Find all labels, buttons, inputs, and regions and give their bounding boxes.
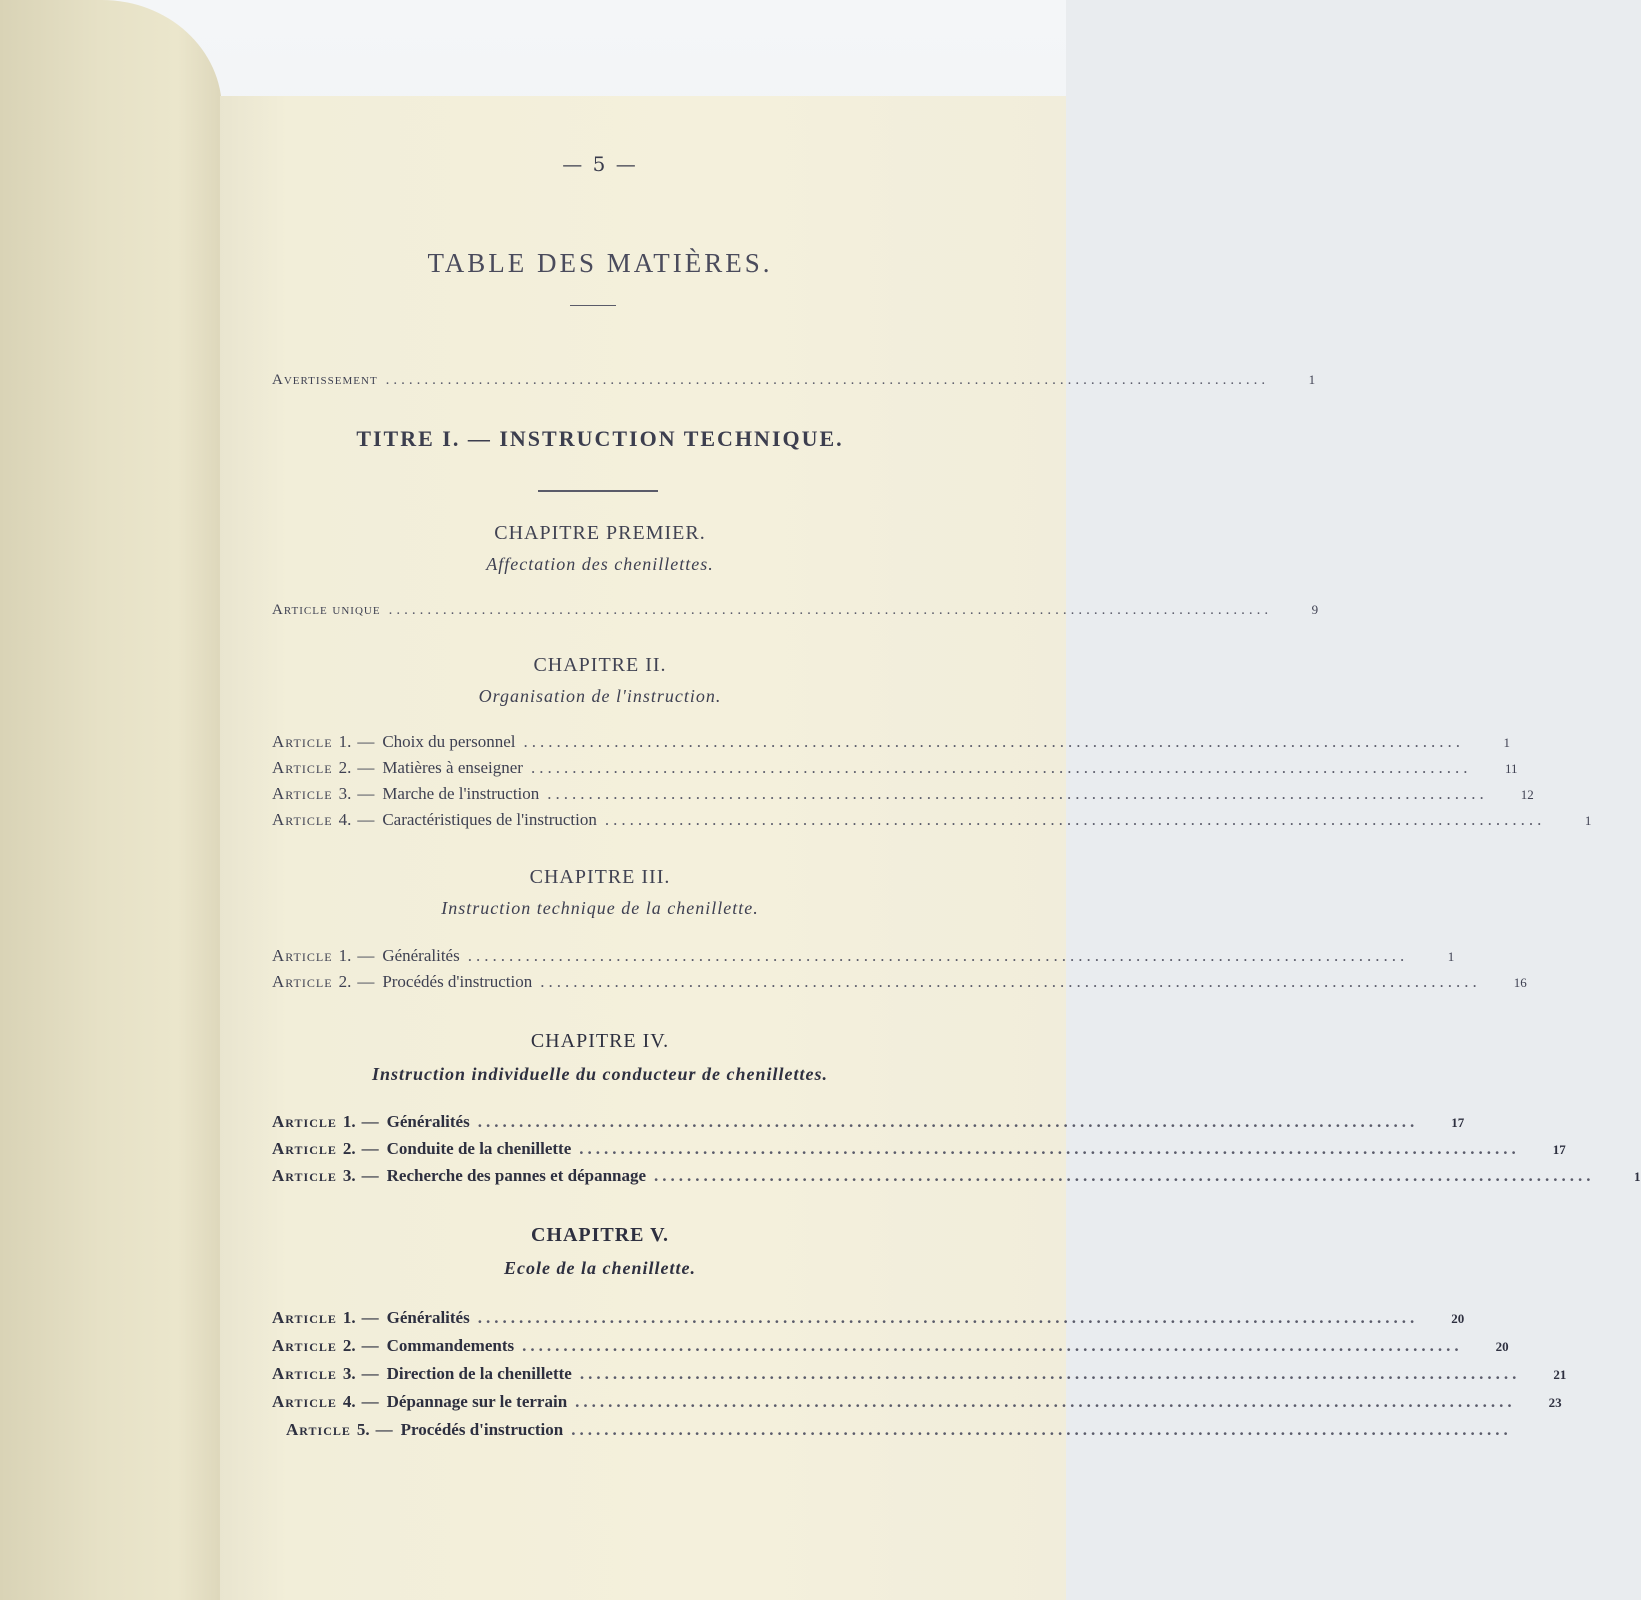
chapter-4-heading: CHAPITRE IV.: [530, 1030, 670, 1052]
chapter-5-subtitle: Ecole de la chenillette.: [504, 1258, 696, 1278]
chapter-1-subtitle: Affectation des chenillettes.: [486, 554, 714, 574]
entry-page: 9: [1311, 602, 1319, 617]
entry-text: Matières à enseigner: [382, 758, 523, 777]
entry-page: 17: [1451, 1115, 1465, 1130]
chapter-1-heading: CHAPITRE PREMIER.: [494, 522, 706, 544]
entry-text: Généralités: [386, 1308, 470, 1327]
entry-text: Choix du personnel: [382, 732, 516, 751]
entry-dash: —: [357, 946, 375, 965]
entry-number: 1.: [338, 946, 352, 965]
toc-entry: [272, 1336, 1509, 1356]
toc-entry: [272, 602, 1319, 619]
toc-entry: [272, 1166, 1641, 1186]
leader-dots: ..................................................................................................................: [604, 810, 1546, 829]
leader-dots: ..................................................................................................................: [467, 946, 1409, 965]
leader-dots: ..................................................................................................................: [530, 758, 1472, 777]
entry-dash: —: [375, 1420, 393, 1439]
entry-label: Article: [272, 1364, 337, 1383]
entry-label: Article: [272, 1166, 337, 1185]
left-page: [0, 0, 222, 1600]
entry-page: 12: [1520, 787, 1534, 802]
chapter-2-subtitle: Organisation de l'instruction.: [478, 686, 722, 706]
entry-dash: —: [361, 1308, 379, 1327]
entry-label: Article: [272, 1308, 337, 1327]
entry-dash: —: [357, 972, 375, 991]
entry-text: Conduite de la chenillette: [386, 1139, 572, 1158]
toc-entry: [286, 1420, 1512, 1440]
leader-dots: ..................................................................................................................: [571, 1420, 1512, 1439]
toc-entry: [272, 1308, 1465, 1328]
chapter-3-subtitle: Instruction technique de la chenillette.: [441, 898, 759, 918]
right-page: [220, 96, 1641, 1600]
entry-dash: —: [361, 1364, 379, 1383]
entry-label: Avertissement: [272, 372, 378, 388]
entry-number: 4.: [338, 810, 352, 829]
page-number: — 5 —: [562, 152, 638, 176]
page-title: TABLE DES MATIÈRES.: [427, 248, 773, 278]
entry-page: 21: [1553, 1367, 1567, 1382]
entry-number: 1.: [342, 1308, 356, 1327]
toc-entry: [272, 946, 1455, 966]
entry-text: Procédés d'instruction: [400, 1420, 564, 1439]
entry-number: 1.: [338, 732, 352, 751]
entry-page: 1: [1584, 813, 1592, 828]
toc-entry: [272, 732, 1510, 752]
entry-label: Article: [272, 946, 333, 965]
entry-number: 2.: [342, 1336, 356, 1355]
entry-dash: —: [357, 732, 375, 751]
entry-number: 4.: [342, 1392, 356, 1411]
entry-number: 2.: [338, 758, 352, 777]
toc-entry-avertissement: [272, 372, 1316, 389]
entry-text: Marche de l'instruction: [382, 784, 540, 803]
leader-dots: ..................................................................................................................: [540, 972, 1481, 991]
entry-label: Article: [272, 758, 333, 777]
entry-dash: —: [361, 1336, 379, 1355]
entry-dash: —: [361, 1112, 379, 1131]
chapter-3-heading: CHAPITRE III.: [529, 866, 671, 888]
leader-dots: ..................................................................................................................: [547, 784, 1488, 803]
toc-entry: [272, 1112, 1465, 1132]
entry-number: 1.: [342, 1112, 356, 1131]
entry-label: Article: [272, 972, 333, 991]
entry-text: Dépannage sur le terrain: [386, 1392, 568, 1411]
entry-dash: —: [361, 1166, 379, 1185]
entry-dash: —: [357, 810, 375, 829]
toc-entry: [272, 1139, 1566, 1159]
entry-page: 1: [1447, 949, 1455, 964]
entry-label: Article: [272, 1392, 337, 1411]
entry-dash: —: [357, 784, 375, 803]
entry-number: 2.: [338, 972, 352, 991]
titre-heading: TITRE I. — INSTRUCTION TECHNIQUE.: [356, 426, 844, 451]
entry-text: Généralités: [382, 946, 460, 965]
entry-page: 16: [1513, 975, 1527, 990]
entry-page: 1: [1308, 372, 1316, 387]
leader-dots: ..................................................................................................................: [654, 1166, 1595, 1185]
leader-dots: ..................................................................................................................: [388, 602, 1273, 618]
leader-dots: ..................................................................................................................: [579, 1364, 1521, 1383]
entry-page: 17: [1552, 1142, 1566, 1157]
entry-page: 20: [1495, 1339, 1509, 1354]
entry-text: Direction de la chenillette: [386, 1364, 572, 1383]
entry-number: 3.: [342, 1166, 356, 1185]
entry-text: Procédés d'instruction: [382, 972, 533, 991]
entry-label: Article: [272, 1139, 337, 1158]
entry-label: Article: [286, 1420, 351, 1439]
leader-dots: ..................................................................................................................: [579, 1139, 1520, 1158]
entry-dash: —: [357, 758, 375, 777]
leader-dots: ..................................................................................................................: [385, 372, 1270, 388]
entry-label: Article: [272, 732, 333, 751]
entry-number: 2.: [342, 1139, 356, 1158]
toc-entry: [272, 1364, 1567, 1384]
chapter-2-heading: CHAPITRE II.: [533, 654, 667, 676]
entry-label: Article: [272, 1112, 337, 1131]
entry-page: 20: [1451, 1311, 1465, 1326]
toc-entry: [272, 784, 1534, 804]
toc-entry: [272, 972, 1527, 992]
entry-page: 1: [1634, 1169, 1641, 1184]
entry-number: 3.: [338, 784, 352, 803]
toc-entry: [272, 810, 1592, 830]
entry-label: Article: [272, 810, 333, 829]
entry-page: 23: [1548, 1395, 1562, 1410]
entry-label: Article unique: [272, 602, 381, 618]
leader-dots: ..................................................................................................................: [477, 1308, 1419, 1327]
leader-dots: ..................................................................................................................: [477, 1112, 1419, 1131]
chapter-4-subtitle: Instruction individuelle du conducteur de chenillettes.: [371, 1064, 829, 1084]
entry-dash: —: [361, 1139, 379, 1158]
leader-dots: ..................................................................................................................: [575, 1392, 1516, 1411]
entry-label: Article: [272, 1336, 337, 1355]
toc-entry: [272, 758, 1518, 778]
entry-page: 11: [1504, 761, 1518, 776]
entry-dash: —: [361, 1392, 379, 1411]
chapter-5-heading: CHAPITRE V.: [530, 1224, 670, 1246]
toc-entry: [272, 1392, 1562, 1412]
entry-label: Article: [272, 784, 333, 803]
entry-text: Caractéristiques de l'instruction: [382, 810, 597, 829]
title-rule: [570, 305, 616, 306]
leader-dots: ..................................................................................................................: [522, 1336, 1463, 1355]
entry-text: Généralités: [386, 1112, 470, 1131]
entry-page: 1: [1503, 735, 1510, 750]
entry-number: 3.: [342, 1364, 356, 1383]
entry-text: Commandements: [386, 1336, 515, 1355]
leader-dots: ..................................................................................................................: [523, 732, 1464, 751]
entry-number: 5.: [356, 1420, 370, 1439]
titre-rule: [538, 490, 658, 492]
entry-text: Recherche des pannes et dépannage: [386, 1166, 647, 1185]
